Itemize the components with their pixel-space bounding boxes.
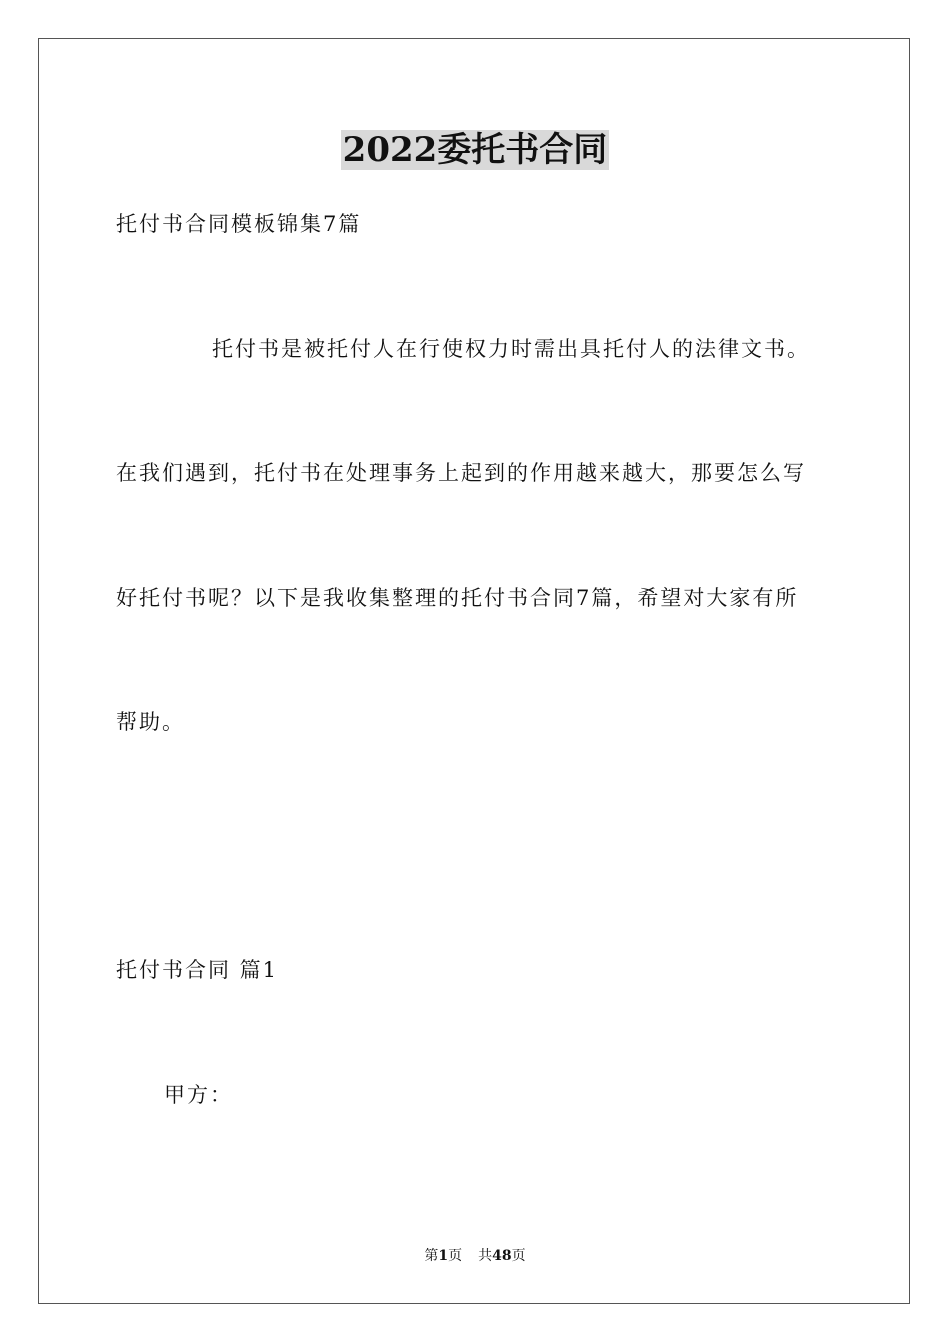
section-heading: 托付书合同 篇1 [116, 958, 279, 982]
paragraph-line: 托付书是被托付人在行使权力时需出具托付人的法律文书。 [212, 337, 810, 361]
paragraph-line: 在我们遇到，托付书在处理事务上起到的作用越来越大，那要怎么写 [116, 461, 806, 485]
paragraph-line: 好托付书呢？以下是我收集整理的托付书合同7篇，希望对大家有所 [116, 586, 799, 610]
total-suffix: 页 [511, 1248, 526, 1264]
total-prefix: 共 [478, 1248, 493, 1264]
party-a-label: 甲方： [164, 1083, 233, 1107]
paragraph-line: 帮助。 [116, 710, 185, 734]
page-footer [0, 1246, 950, 1266]
document-title-text: 2022委托书合同 [342, 130, 608, 170]
page-current: 1 [438, 1248, 449, 1264]
page-suffix: 页 [448, 1248, 463, 1264]
page-total: 48 [492, 1248, 512, 1264]
document-subtitle: 托付书合同模板锦集7篇 [116, 212, 362, 236]
document-title [0, 128, 950, 172]
page-prefix: 第 [424, 1248, 439, 1264]
